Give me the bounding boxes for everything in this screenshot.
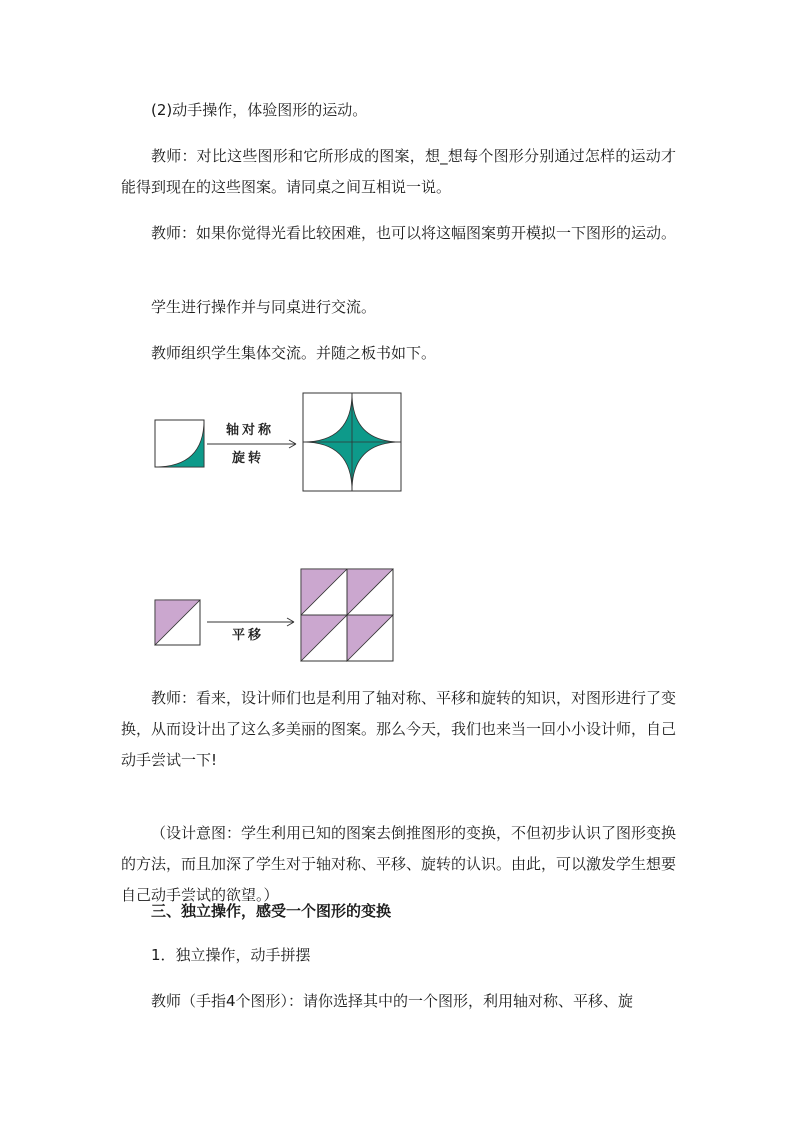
paragraph-board-writing: 教师组织学生集体交流。并随之板书如下。 xyxy=(151,344,437,362)
section-heading-independent-operation: 三、独立操作，感受一个图形的变换 xyxy=(151,902,392,920)
figure-symmetry-rotation xyxy=(150,390,410,500)
paragraph-design-intent: （设计意图：学生利用已知的图案去倒推图形的变换，不但初步认识了图形变换的方法，而且加深了学生对于轴对称、平移、旋转的认识。由此，可以激发学生想要自己动手尝试的欲望。） xyxy=(121,824,677,904)
figure-translation xyxy=(150,565,400,665)
paragraph-teacher-instruction: 教师（手指4个图形）：请你选择其中的一个图形，利用轴对称、平移、旋 xyxy=(151,992,634,1010)
label-translation: 平移 xyxy=(232,628,265,643)
paragraph-teacher-compare: 教师：对比这些图形和它所形成的图案，想_想每个图形分别通过怎样的运动才能得到现在的这些图案。请同桌之间互相说一说。 xyxy=(121,147,676,196)
label-rotation: 旋转 xyxy=(232,451,265,466)
label-axis-symmetry: 轴对称 xyxy=(226,423,275,438)
paragraph-students-exchange: 学生进行操作并与同桌进行交流。 xyxy=(151,298,377,316)
paragraph-teacher-summary: 教师：看来，设计师们也是利用了轴对称、平移和旋转的知识，对图形进行了变换，从而设计出了这么多美丽的图案。那么今天，我们也来当一回小小设计师，自己动手尝试一下! xyxy=(121,689,677,769)
paragraph-subsection-operation: 1．独立操作，动手拼摆 xyxy=(151,946,311,964)
paragraph-operation-intro: (2)动手操作，体验图形的运动。 xyxy=(151,101,368,119)
paragraph-teacher-cut: 教师：如果你觉得光看比较困难，也可以将这幅图案剪开模拟一下图形的运动。 xyxy=(151,224,677,242)
